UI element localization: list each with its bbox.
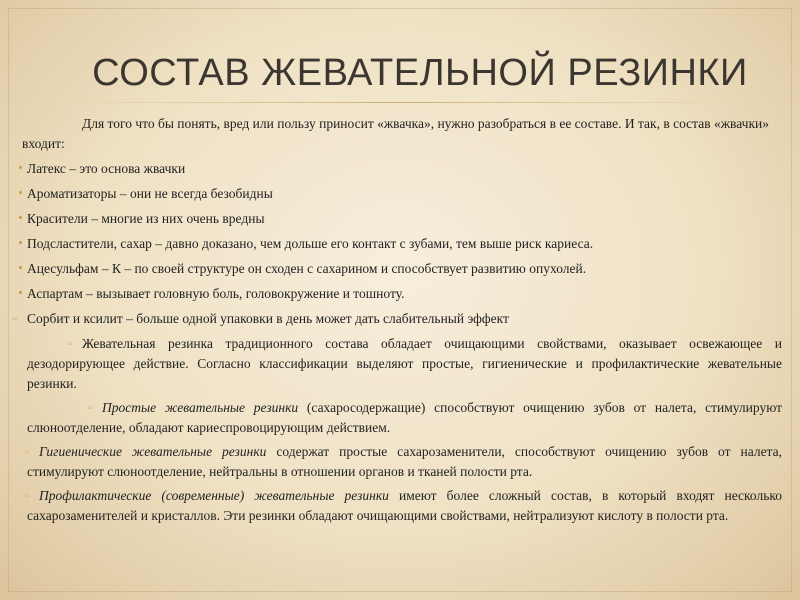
list-item: Подсластители, сахар – давно доказано, чем дольше его контакт с зубами, тем выше риск кариеса. (22, 234, 782, 254)
paragraph-traditional: ▫ Жевательная резинка традиционного состава обладает очищающими свойствами, оказывает освежающее и дезодорирующее действие. Согласно классификации выделяют простые, гигиенические и профилактические жевательные резинки. (22, 334, 782, 394)
paragraph-simple: ▫ Простые жевательные резинки (сахаросодержащие) способствуют очищению зубов от налета, стимулируют слюноотделение, обладают кариеспровоцирующим действием. (22, 398, 782, 438)
slide-content (13, 114, 783, 530)
list-item: Красители – многие из них очень вредны (22, 209, 782, 229)
square-bullet-icon: ▫ (68, 338, 72, 350)
list-item: Ацесульфам – К – по своей структуре он сходен с сахарином и способствует развитию опухолей. (22, 259, 782, 279)
list-item: Аспартам – вызывает головную боль, головокружение и тошноту. (22, 284, 782, 304)
square-bullet-icon: ▫ (88, 402, 92, 414)
dot-bullet-icon (19, 241, 22, 244)
intro-text: Для того что бы понять, вред или пользу приносит «жвачка», нужно разобраться в ее составе. И так, в состав «жвачки» входит: (22, 116, 770, 151)
dot-bullet-icon (19, 291, 22, 294)
square-bullet-icon: ▫ (25, 490, 29, 502)
dot-bullet-icon (19, 191, 22, 194)
list-item: Ароматизаторы – они не всегда безобидны (22, 184, 782, 204)
title-divider (58, 102, 742, 103)
paragraph-preventive: ▫ Профилактические (современные) жевательные резинки имеют более сложный состав, в который входят несколько сахарозаменителей и кристаллов. Эти резинки обладают очищающими свойствами, нейтрализуют кислоту в полости рта. (22, 486, 782, 526)
slide-title: СОСТАВ ЖЕВАТЕЛЬНОЙ РЕЗИНКИ (92, 52, 748, 94)
dot-bullet-icon (19, 166, 22, 169)
list-item: ▫ Сорбит и ксилит – больше одной упаковки в день может дать слабительный эффект (22, 309, 782, 329)
list-item: Латекс – это основа жвачки (22, 159, 782, 179)
square-bullet-icon: ▫ (13, 313, 17, 325)
dot-bullet-icon (19, 216, 22, 219)
square-bullet-icon: ▫ (25, 446, 29, 458)
dot-bullet-icon (19, 266, 22, 269)
paragraph-hygienic: ▫ Гигиенические жевательные резинки содержат простые сахарозаменители, способствуют очищению зубов от налета, стимулируют слюноотделение, нейтральны в отношении органов и тканей полости рта. (22, 442, 782, 482)
